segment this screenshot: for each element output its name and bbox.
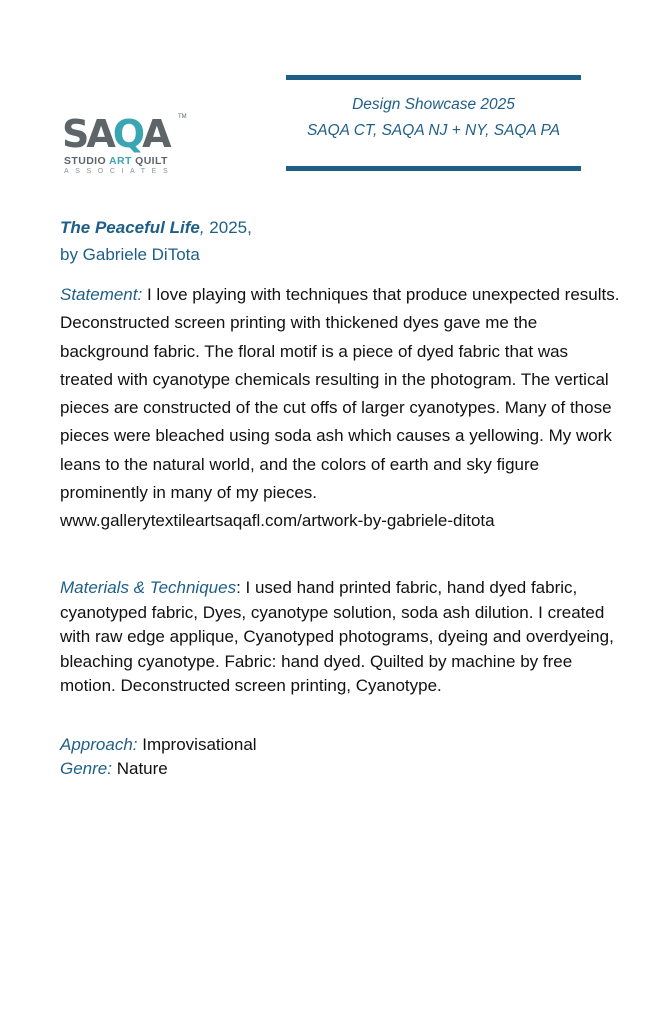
saqa-logo	[62, 114, 194, 178]
showcase-title: Design Showcase 2025	[352, 96, 515, 113]
classification-block	[60, 733, 620, 781]
logo-quilt: QUILT	[135, 155, 168, 167]
genre-line	[60, 757, 620, 781]
artwork-heading	[60, 214, 620, 268]
logo-art: ART	[109, 155, 132, 167]
statement-text: I love playing with techniques that produce unexpected results. Deconstructed screen printing with thickened dyes gave me the background fabric. The floral motif is a piece of dyed fabric that was treated with cyanotype chemicals resulting in the photogram. The vertical pieces are constructed of the cut offs of larger cyanotypes. Many of those pieces were bleached using soda ash which causes a yellowing. My work leans to the natural world, and the colors of earth and sky figure prominently in many of my pieces. www.gallerytextileartsaqafl.com/artwork-by-gabriele-ditota	[60, 285, 620, 531]
header-rule-top	[286, 75, 581, 80]
logo-letter-s: S	[62, 112, 87, 156]
logo-associates: ASSOCIATES	[64, 168, 175, 175]
materials-paragraph	[60, 576, 620, 699]
statement-label: Statement:	[60, 285, 143, 304]
genre-value: Nature	[111, 759, 168, 778]
logo-trademark: TM	[178, 114, 187, 120]
logo-wordmark	[62, 114, 169, 154]
artwork-byline: by Gabriele DiTota	[60, 245, 200, 264]
genre-label: Genre:	[60, 759, 112, 778]
logo-letter-a: A	[86, 112, 113, 156]
approach-label: Approach:	[60, 735, 138, 754]
logo-subtitle	[64, 155, 168, 167]
materials-text: I used hand printed fabric, hand dyed fabric, cyanotyped fabric, Dyes, cyanotype solution, soda ash dilution. I created with raw edge applique, Cyanotyped photograms, dyeing and overdyeing, bleaching cyanotype. Fabric: hand dyed. Quilted by machine by free motion. Deconstructed screen printing, Cyanotype.	[60, 578, 614, 695]
approach-line	[60, 733, 620, 757]
showcase-regions: SAQA CT, SAQA NJ + NY, SAQA PA	[306, 122, 561, 139]
artwork-title: The Peaceful Life	[60, 218, 200, 237]
materials-colon: :	[236, 578, 241, 597]
title-separator: ,	[199, 218, 205, 237]
materials-label: Materials & Techniques	[60, 578, 237, 597]
artwork-year: 2025,	[204, 218, 252, 237]
approach-value: Improvisational	[137, 735, 257, 754]
header-rule-bottom	[286, 166, 581, 171]
statement-paragraph	[60, 281, 620, 536]
logo-studio: STUDIO	[64, 155, 107, 167]
logo-letter-a2: A	[142, 112, 169, 156]
logo-letter-q: Q	[112, 112, 143, 156]
